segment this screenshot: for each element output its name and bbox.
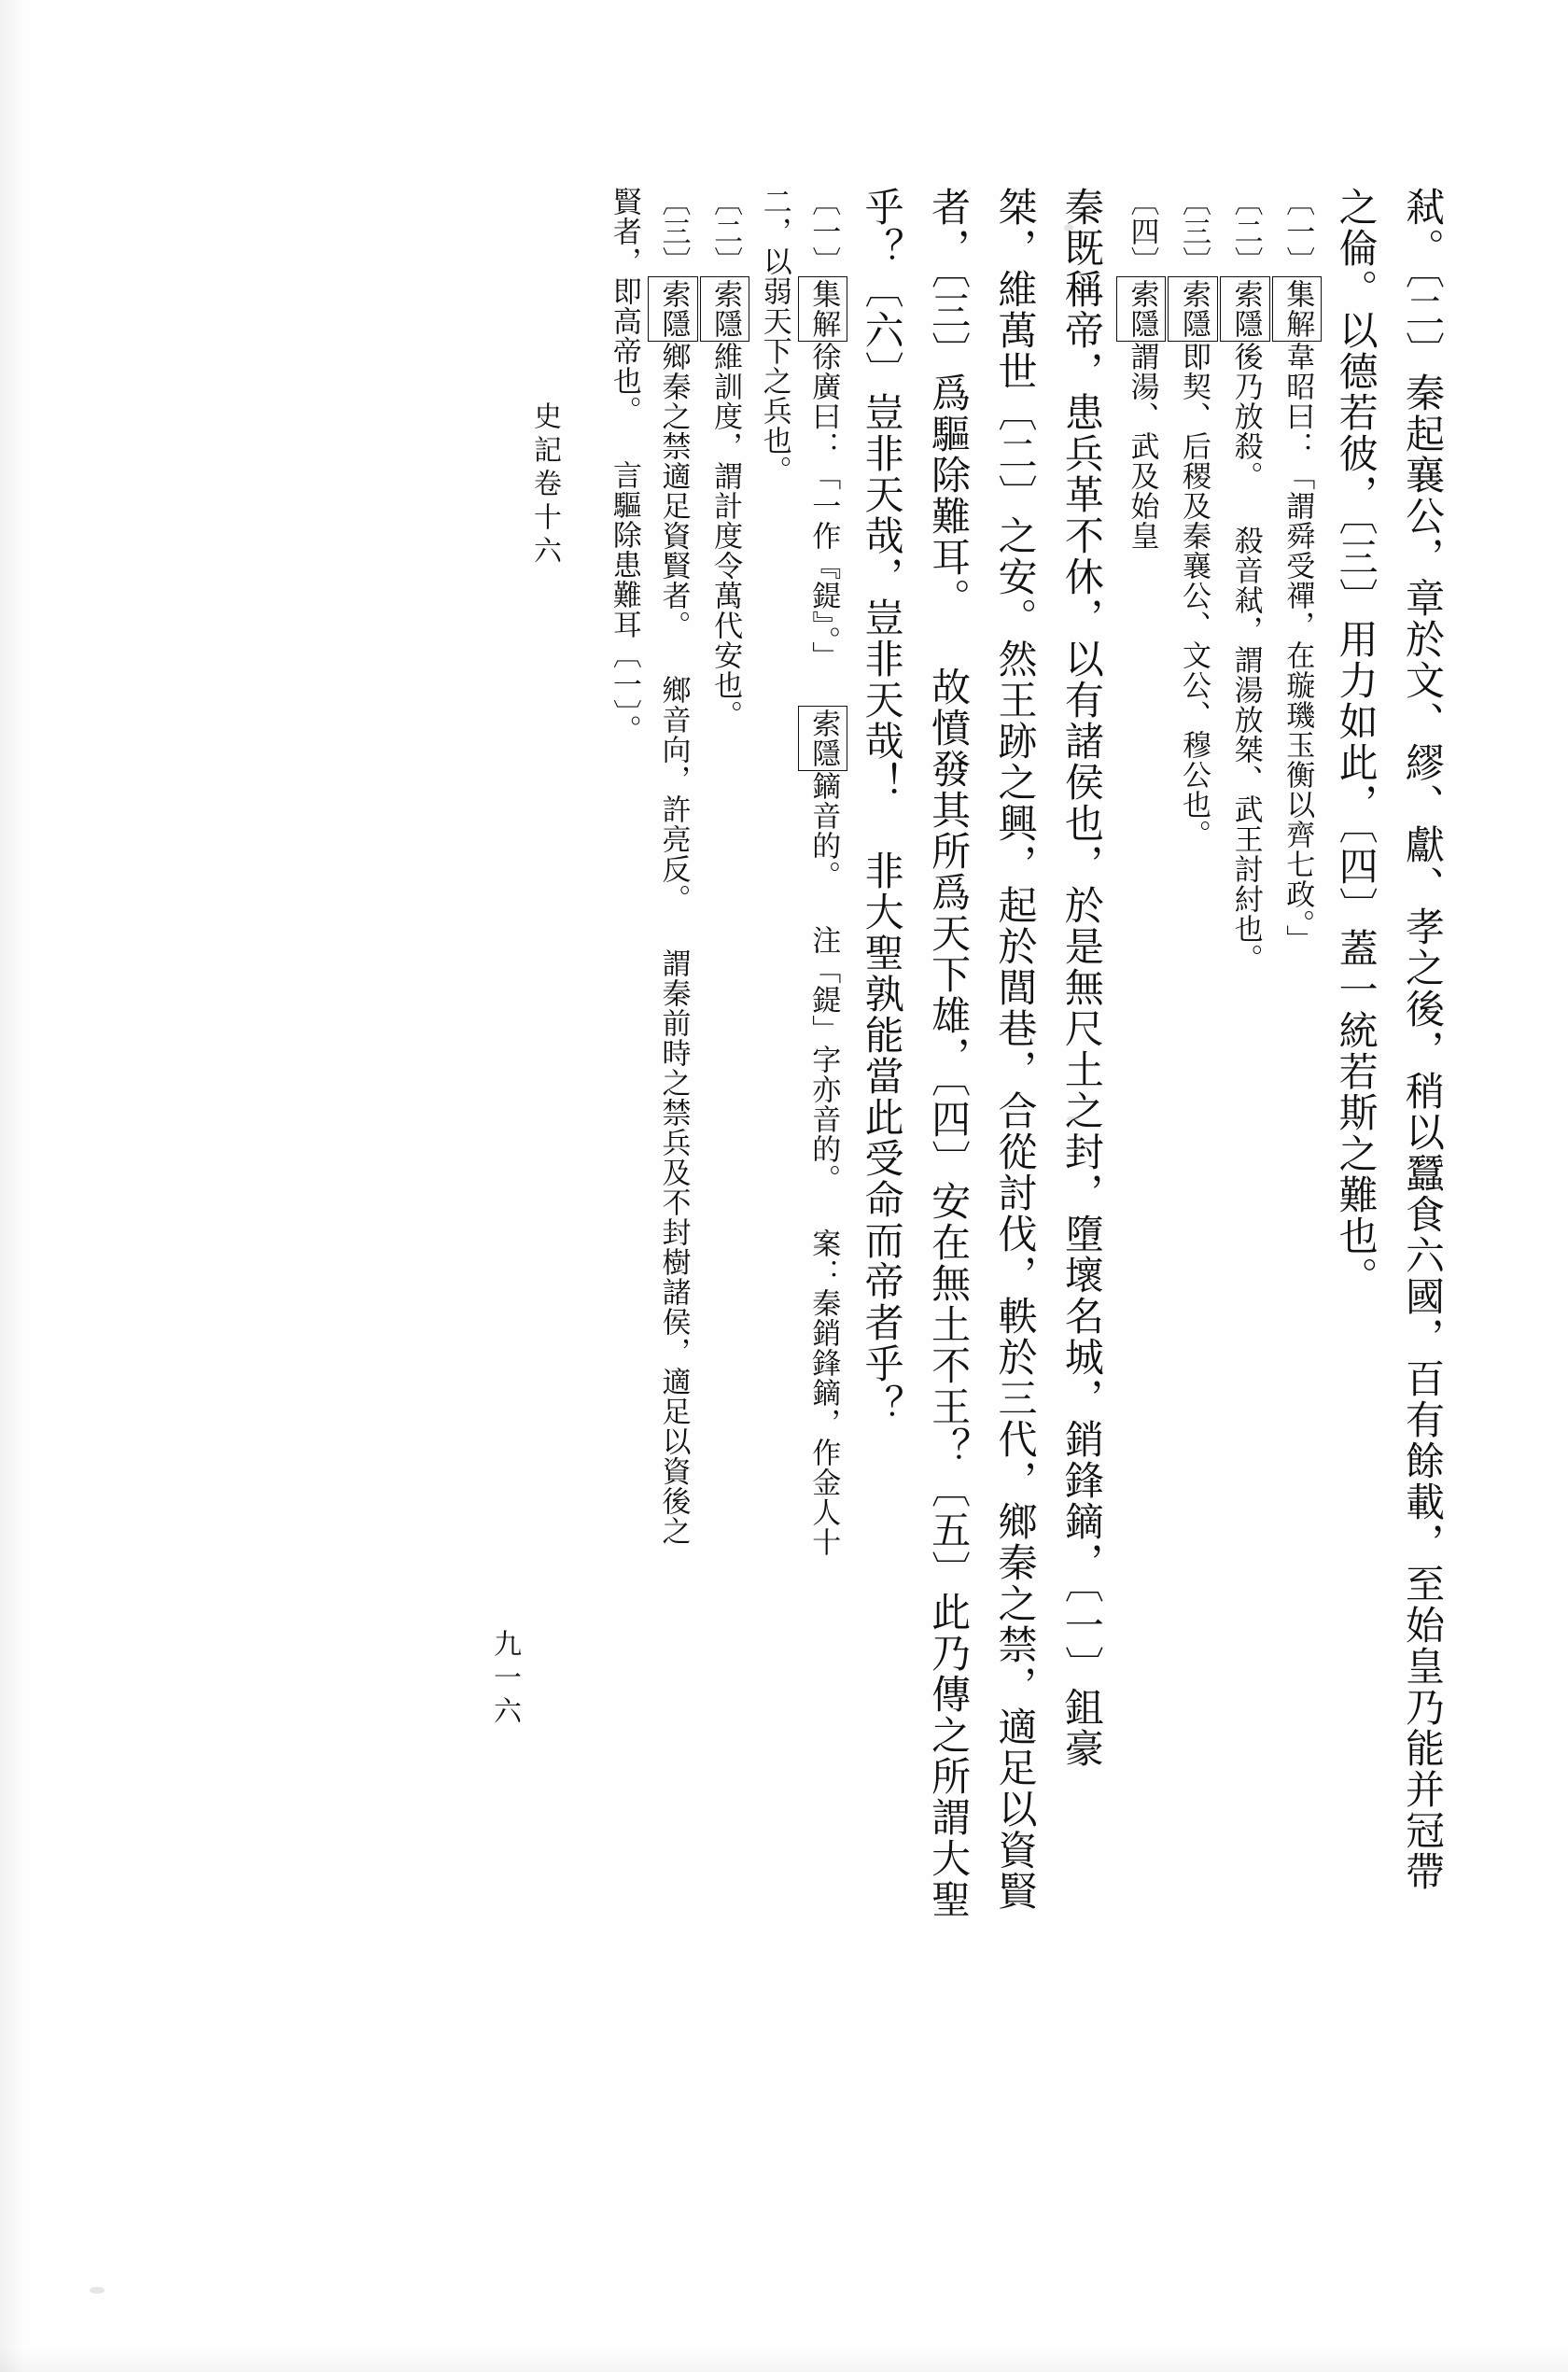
commentary-column: 〔三〕索隱鄉秦之禁適足資賢者。 鄉音向，許亮反。 謂秦前時之禁兵及不封樹諸侯，適足以資後之 bbox=[647, 187, 699, 2222]
running-head: 史記卷十六 bbox=[528, 401, 561, 569]
commentary-column: 〔二〕索隱維訓度，謂計度令萬代安也。 bbox=[699, 187, 751, 2222]
scan-speck bbox=[90, 2287, 105, 2294]
text-column: 弒。〔二〕秦起襄公，章於文、繆、獻、孝之後，稍以蠶食六國，百有餘載，至始皇乃能并冠帶 bbox=[1400, 187, 1446, 1892]
page-edge-shadow-bottom bbox=[0, 2348, 1568, 2372]
vertical-text-body bbox=[149, 187, 1456, 2222]
commentary-sigil: 索隱 bbox=[700, 276, 750, 342]
commentary-column: 〔四〕索隱謂湯、武及始皇 bbox=[1115, 187, 1168, 2222]
commentary-sigil: 集解 bbox=[798, 276, 848, 342]
text-column: 秦既稱帝，患兵革不休，以有諸侯也，於是無尺土之封，墮壞名城，銷鋒鏑，〔一〕鉏豪 bbox=[1058, 187, 1105, 1769]
commentary-sigil: 索隱 bbox=[798, 706, 848, 771]
commentary-sigil: 索隱 bbox=[1168, 276, 1218, 342]
text-column: 乎？〔六〕豈非天哉，豈非天哉！ 非大聖孰能當此受命而帝者乎？ bbox=[859, 187, 905, 1425]
text-column: 之倫。以德若彼，〔三〕用力如此，〔四〕蓋一統若斯之難也。 bbox=[1333, 187, 1379, 1298]
page-edge-shadow-left bbox=[0, 0, 24, 2372]
commentary-sigil: 索隱 bbox=[1220, 276, 1270, 342]
commentary-column: 〔三〕索隱即契、后稷及秦襄公、文公、穆公也。 bbox=[1167, 187, 1219, 2222]
commentary-column: 〔二〕索隱後乃放殺。 殺音弒，謂湯放桀、武王討紂也。 bbox=[1219, 187, 1271, 2222]
text-column: 者，〔三〕爲驅除難耳。 故憤發其所爲天下雄，〔四〕安在無土不王？〔五〕此乃傳之所謂大聖 bbox=[926, 187, 973, 1920]
commentary-column: 賢者，即高帝也。 言驅除患難耳〔一〕。 bbox=[607, 187, 641, 745]
commentary-sigil: 集解 bbox=[1272, 276, 1323, 342]
commentary-sigil: 索隱 bbox=[1116, 276, 1167, 342]
commentary-column: 〔一〕集解韋昭曰：「謂舜受禪，在璇璣玉衡以齊七政。」 bbox=[1271, 187, 1323, 2222]
commentary-column: 〔一〕集解徐廣曰：「一作『鍉』。」 索隱鏑音的。 注「鍉」字亦音的。 案：秦銷鋒鏑，作金人十 bbox=[797, 187, 849, 2222]
commentary-column: 二，以弱天下之兵也。 bbox=[757, 187, 791, 485]
page-number: 九一六 bbox=[488, 1629, 521, 1730]
commentary-sigil: 索隱 bbox=[648, 276, 698, 342]
text-column: 桀，維萬世〔二〕之安。然王跡之興，起於閭巷，合從討伐，軼於三代，鄉秦之禁，適足以資賢 bbox=[992, 187, 1039, 1912]
